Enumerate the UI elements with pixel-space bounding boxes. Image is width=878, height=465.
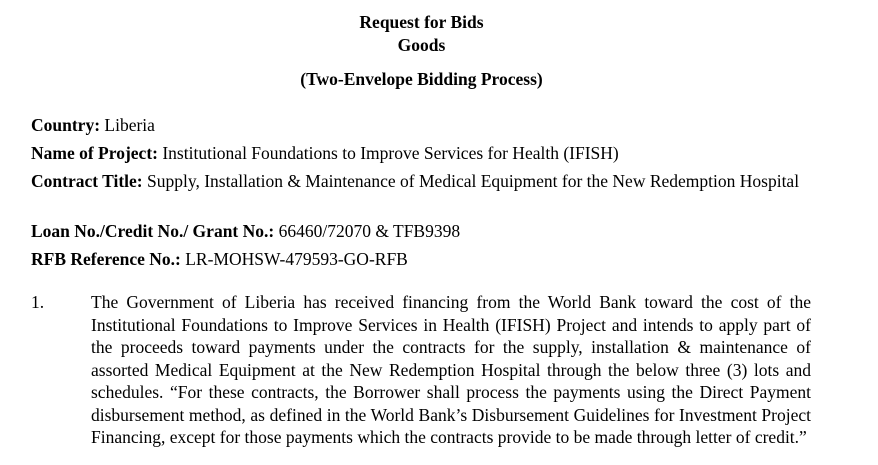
country-field bbox=[31, 114, 811, 137]
loan-number-label: Loan No./Credit No./ Grant No.: bbox=[31, 221, 275, 241]
rfb-reference-label: RFB Reference No.: bbox=[31, 249, 181, 269]
contract-title-field bbox=[31, 170, 811, 193]
loan-number-value: 66460/72070 & TFB9398 bbox=[274, 221, 461, 241]
rfb-reference-value: LR-MOHSW-479593-GO-RFB bbox=[180, 249, 408, 269]
contract-title-value: Supply, Installation & Maintenance of Medical Equipment for the New Redemption Hospital bbox=[142, 171, 800, 191]
bidding-process-heading: (Two-Envelope Bidding Process) bbox=[300, 69, 543, 89]
paragraph-text: The Government of Liberia has received financing from the World Bank toward the cost of the Institutional Foundations to Improve Services in Health (IFISH) Project and intends to apply part of the proceeds toward payments under the contracts for the supply, installation & maintenance of assorted Medical Equipment at the New Redemption Hospital through the below three (3) lots and schedules. “For these contracts, the Borrower shall process the payments using the Direct Payment disbursement method, as defined in the World Bank’s Disbursement Guidelines for Investment Project Financing, except for those payments which the contracts provide to be made through letter of credit.” bbox=[91, 292, 811, 447]
project-name-value: Institutional Foundations to Improve Services for Health (IFISH) bbox=[157, 143, 619, 163]
rfb-reference-field bbox=[31, 248, 811, 271]
country-value: Liberia bbox=[100, 115, 155, 135]
paragraph-number: 1. bbox=[31, 292, 45, 312]
document-subtitle: Goods bbox=[397, 35, 446, 55]
loan-number-field bbox=[31, 220, 811, 243]
contract-title-label: Contract Title: bbox=[31, 171, 143, 191]
country-label: Country: bbox=[31, 115, 101, 135]
document-title: Request for Bids bbox=[359, 12, 484, 32]
project-name-label: Name of Project: bbox=[31, 143, 158, 163]
project-name-field bbox=[31, 142, 811, 165]
